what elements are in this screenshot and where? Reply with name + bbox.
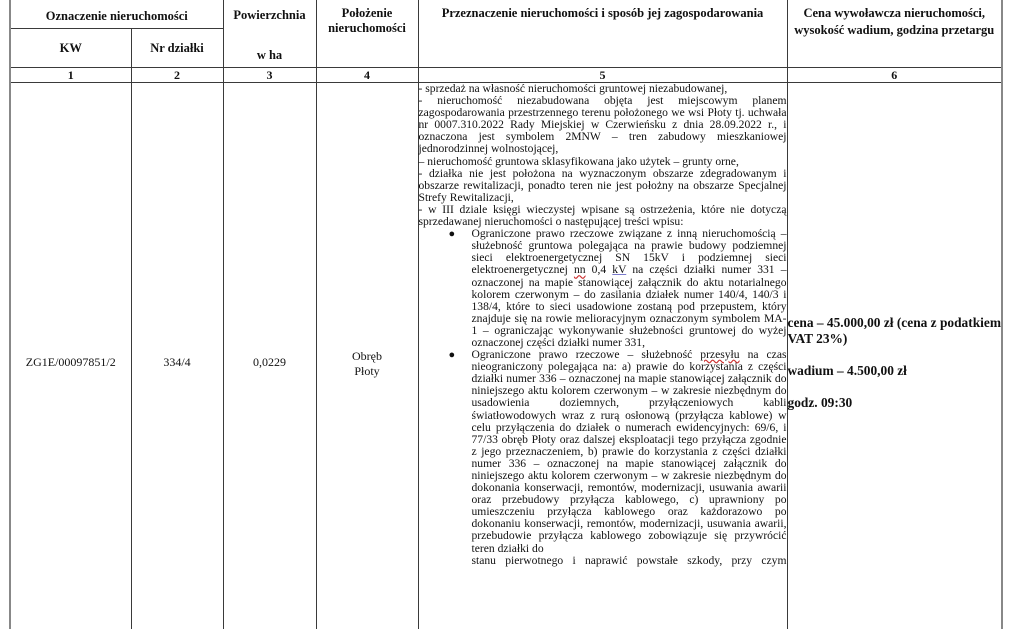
column-number-1: 1 xyxy=(10,68,131,83)
cell-nr-dzialki xyxy=(131,83,223,629)
price-godzina: godz. 09:30 xyxy=(787,395,853,410)
encumbrance-item xyxy=(419,228,787,349)
bullet-icon: ● xyxy=(448,228,456,241)
bullet-text: 0,4 xyxy=(585,263,613,277)
bullet-icon: ● xyxy=(448,349,456,362)
description-paragraph: - w III dziale księgi wieczystej wpisane są ostrzeżenia, które nie dotyczą sprzedawanej nieruchomości o następującej treści wpisu: xyxy=(418,202,787,229)
bullet-text: na części działki numer 331 – oznaczonej na mapie stanowiącej załącznik do aktu notarialnego kolorem czerwonym – do zasilania działek numer 140/4, 140/3 i 138/4, które to sieci usadowione zostaną pod przepustem, który znajduje się na rowie melioracyjnym oznaczonym symbolem MA-1 – ograniczając wykonywanie służebności gruntowej do wyżej oznaczonej części działki numer 331, xyxy=(471,263,787,349)
spellcheck-word: kV xyxy=(612,263,627,277)
header-powierzchnia xyxy=(223,0,316,68)
encumbrance-list xyxy=(419,228,787,567)
header-powierzchnia-line1: Powierzchnia xyxy=(233,8,306,22)
description-paragraph: - sprzedaż na własność nieruchomości gruntowej niezabudowanej, xyxy=(418,82,728,95)
column-number-6: 6 xyxy=(787,68,1002,83)
header-kw: KW xyxy=(10,29,131,68)
column-number-3: 3 xyxy=(223,68,316,83)
header-nr-dzialki: Nr działki xyxy=(131,29,223,68)
kw-value: ZG1E/00097851/2 xyxy=(25,355,116,369)
table-row xyxy=(10,83,1002,629)
polozenie-obreb-label: Obręb xyxy=(352,349,382,363)
spellcheck-word: nn xyxy=(573,263,586,277)
property-auction-table xyxy=(9,0,1003,629)
header-oznaczenie: Oznaczenie nieruchomości xyxy=(10,0,223,29)
description-paragraph: - działka nie jest położona na wyznaczonym obszarze zdegradowanym i obszarze rewitalizacji, ponadto teren nie jest położny na obszarze Specjalnej Strefy Rewitalizacji, xyxy=(418,166,787,204)
bullet-continuation: stanu pierwotnego i naprawić powstałe szkody, przy czym xyxy=(471,553,787,567)
cell-przeznaczenie xyxy=(418,83,787,629)
price-wadium: wadium – 4.500,00 zł xyxy=(787,363,907,378)
encumbrance-item xyxy=(419,349,787,567)
description-paragraph: – nieruchomość gruntowa sklasyfikowana jako użytek – grunty orne, xyxy=(418,154,739,168)
header-polozenie: Położenie nieruchomości xyxy=(316,0,418,68)
cell-powierzchnia xyxy=(223,83,316,629)
column-number-2: 2 xyxy=(131,68,223,83)
bullet-text: Ograniczone prawo rzeczowe związane z inną nieruchomością – służebność gruntowa polegająca na prawie budowy podziemnej sieci elektroenergetycznej SN 15kV i podziemnej sieci elektroenergetycznej xyxy=(471,227,787,277)
bullet-text: Ograniczone prawo rzeczowe – służebność xyxy=(471,348,701,362)
cell-polozenie xyxy=(316,83,418,629)
header-przeznaczenie: Przeznaczenie nieruchomości i sposób jej zagospodarowania xyxy=(418,0,787,68)
nr-dzialki-value: 334/4 xyxy=(163,355,191,369)
price-cena: cena – 45.000,00 zł (cena z podatkiem VAT 23%) xyxy=(787,315,1001,346)
spellcheck-word: przesyłu xyxy=(700,348,740,362)
cell-kw xyxy=(10,83,131,629)
powierzchnia-value: 0,0229 xyxy=(253,355,286,369)
header-powierzchnia-line2: w ha xyxy=(256,48,283,62)
column-number-4: 4 xyxy=(316,68,418,83)
header-cena: Cena wywoławcza nieruchomości, wysokość wadium, godzina przetargu xyxy=(787,0,1002,68)
description-paragraph: - nieruchomość niezabudowana objęta jest miejscowym planem zagospodarowania przestrzennego terenu położonego we wsi Płoty tj. uchwała nr 0007.310.2022 Rady Miejskiej w Czerwieńsku z dnia 28.09.2022 r., i oznaczona jest symbolem 2MNW – tren zabudowy mieszkaniowej jednorodzinnej wolnostojącej, xyxy=(418,94,787,156)
bullet-text: na czas nieograniczony polegająca na: a) prawie do korzystania z części działki numer 336 – oznaczonej na mapie stanowiącej załącznik do niniejszego aktu kolorem czerwonym – w zakresie niezbędnym do usadowienia doziemnych, przyłączeniowych kabli światłowodowych wraz z rurą osłonową (przyłącza kablowe) w celu przyłączenia do działek o numerach ewidencyjnych: 69/6, i 77/33 obręb Płoty oraz dalszej eksploatacji tego przyłącza zgodnie z jego przeznaczeniem, b) prawie do korzystania z części działki numer 336 – oznaczonej na mapie stanowiącej załącznik do niniejszego aktu kolorem czerwonym – w zakresie niezbędnym do dokonania konserwacji, remontów, modernizacji, usuwania awarii oraz przebudowy przyłącza kablowego, c) uprawniony po umieszczeniu przyłącza kablowego oraz każdorazowo po dokonaniu konserwacji, remontów, modernizacji, usuwania awarii, przebudowie przyłącza kablowego zobowiązuje się przywrócić teren działki do xyxy=(471,348,787,555)
cell-cena xyxy=(787,83,1002,629)
column-number-5: 5 xyxy=(418,68,787,83)
polozenie-place: Płoty xyxy=(354,364,380,378)
